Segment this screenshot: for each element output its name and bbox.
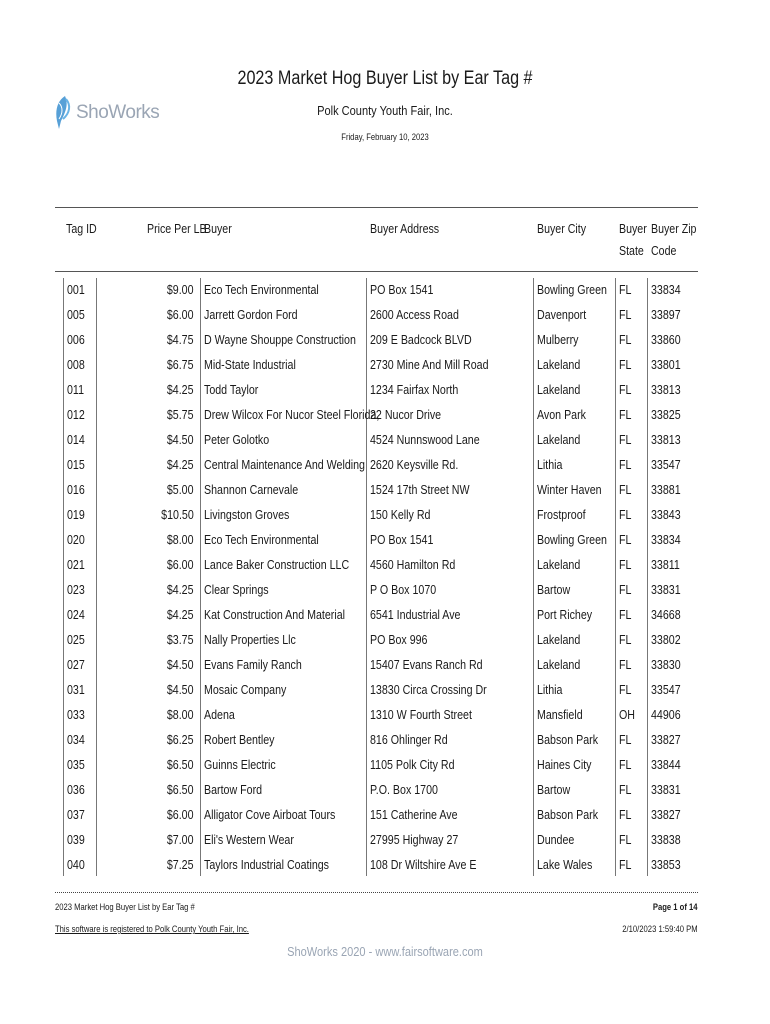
table-row	[63, 852, 698, 877]
cell-buyer: Evans Family Ranch	[204, 657, 302, 672]
col-header-buyer: Buyer	[204, 222, 232, 236]
cell-city: Dundee	[537, 832, 575, 847]
cell-zip: 33897	[651, 307, 681, 322]
table-row	[63, 477, 698, 502]
cell-zip: 33843	[651, 507, 681, 522]
cell-city: Lakeland	[537, 557, 581, 572]
table-row	[63, 752, 698, 777]
cell-zip: 33834	[651, 532, 681, 547]
cell-address: 816 Ohlinger Rd	[370, 732, 448, 747]
footer-registration-link[interactable]: This software is registered to Polk County Youth Fair, Inc.	[55, 924, 249, 934]
table-row	[63, 302, 698, 327]
cell-tag-id: 040	[67, 857, 85, 872]
cell-tag-id: 027	[67, 657, 85, 672]
cell-buyer: Guinns Electric	[204, 757, 276, 772]
cell-tag-id: 012	[67, 407, 85, 422]
cell-city: Lakeland	[537, 382, 581, 397]
cell-price: $4.50	[167, 682, 194, 697]
cell-price: $7.25	[167, 857, 194, 872]
cell-price: $4.50	[167, 657, 194, 672]
cell-tag-id: 019	[67, 507, 85, 522]
footer-report-name: 2023 Market Hog Buyer List by Ear Tag #	[55, 902, 195, 912]
footer-page-number: Page 1 of 14	[653, 902, 698, 912]
cell-zip: 33547	[651, 457, 681, 472]
cell-zip: 33827	[651, 732, 681, 747]
cell-address: PO Box 1541	[370, 282, 434, 297]
cell-address: 13830 Circa Crossing Dr	[370, 682, 487, 697]
cell-zip: 33844	[651, 757, 681, 772]
cell-buyer: Kat Construction And Material	[204, 607, 346, 622]
cell-address: P O Box 1070	[370, 582, 437, 597]
cell-buyer: Eco Tech Environmental	[204, 532, 319, 547]
cell-state: FL	[619, 782, 632, 797]
cell-city: Mansfield	[537, 707, 583, 722]
col-header-zip	[651, 218, 696, 262]
cell-tag-id: 039	[67, 832, 85, 847]
logo-text: ShoWorks	[76, 102, 160, 123]
cell-city: Lithia	[537, 457, 563, 472]
cell-buyer: Central Maintenance And Welding	[204, 457, 365, 472]
footer-credit: ShoWorks 2020 - www.fairsoftware.com	[287, 944, 483, 959]
cell-tag-id: 011	[67, 382, 85, 397]
cell-state: FL	[619, 832, 632, 847]
cell-buyer: Mosaic Company	[204, 682, 287, 697]
col-header-state	[619, 218, 647, 262]
cell-tag-id: 031	[67, 682, 85, 697]
cell-buyer: Adena	[204, 707, 235, 722]
table-row	[63, 827, 698, 852]
cell-price: $4.75	[167, 332, 194, 347]
col-header-price: Price Per LB	[147, 222, 207, 236]
cell-city: Haines City	[537, 757, 592, 772]
cell-zip: 33838	[651, 832, 681, 847]
cell-price: $6.50	[167, 782, 194, 797]
cell-tag-id: 016	[67, 482, 85, 497]
table-row	[63, 527, 698, 552]
cell-tag-id: 025	[67, 632, 85, 647]
col-header-tag-id: Tag ID	[66, 222, 97, 236]
cell-city: Bowling Green	[537, 282, 607, 297]
cell-address: 2620 Keysville Rd.	[370, 457, 459, 472]
cell-address: 1310 W Fourth Street	[370, 707, 472, 722]
cell-city: Winter Haven	[537, 482, 602, 497]
cell-zip: 33547	[651, 682, 681, 697]
cell-address: 6541 Industrial Ave	[370, 607, 461, 622]
cell-zip: 33827	[651, 807, 681, 822]
cell-address: 151 Catherine Ave	[370, 807, 458, 822]
cell-address: 1524 17th Street NW	[370, 482, 470, 497]
cell-address: 150 Kelly Rd	[370, 507, 431, 522]
cell-price: $4.25	[167, 457, 194, 472]
cell-address: 4560 Hamilton Rd	[370, 557, 456, 572]
col-header-zip-line1: Buyer Zip	[651, 222, 697, 236]
cell-state: FL	[619, 807, 632, 822]
cell-state: FL	[619, 857, 632, 872]
cell-zip: 33813	[651, 382, 681, 397]
table-row	[63, 677, 698, 702]
cell-tag-id: 008	[67, 357, 85, 372]
cell-state: FL	[619, 632, 632, 647]
col-header-city: Buyer City	[537, 222, 587, 236]
cell-buyer: Lance Baker Construction LLC	[204, 557, 350, 572]
cell-zip: 33881	[651, 482, 681, 497]
cell-state: FL	[619, 532, 632, 547]
cell-city: Babson Park	[537, 732, 599, 747]
cell-address: 2730 Mine And Mill Road	[370, 357, 489, 372]
table-row	[63, 277, 698, 302]
table-row	[63, 577, 698, 602]
cell-tag-id: 037	[67, 807, 85, 822]
cell-price: $5.00	[167, 482, 194, 497]
cell-state: FL	[619, 457, 632, 472]
cell-state: FL	[619, 507, 632, 522]
cell-price: $4.25	[167, 582, 194, 597]
cell-city: Davenport	[537, 307, 587, 322]
buyer-table-body	[63, 277, 698, 877]
report-subtitle: Polk County Youth Fair, Inc.	[317, 103, 453, 118]
footer-timestamp: 2/10/2023 1:59:40 PM	[622, 924, 698, 934]
cell-buyer: Shannon Carnevale	[204, 482, 299, 497]
cell-price: $6.00	[167, 557, 194, 572]
cell-buyer: Eco Tech Environmental	[204, 282, 319, 297]
cell-city: Lithia	[537, 682, 563, 697]
cell-tag-id: 015	[67, 457, 85, 472]
cell-price: $6.25	[167, 732, 194, 747]
cell-buyer: Nally Properties Llc	[204, 632, 296, 647]
table-row	[63, 652, 698, 677]
cell-price: $4.25	[167, 607, 194, 622]
col-header-address: Buyer Address	[370, 222, 440, 236]
cell-address: 1234 Fairfax North	[370, 382, 459, 397]
cell-tag-id: 023	[67, 582, 85, 597]
cell-zip: 33830	[651, 657, 681, 672]
table-row	[63, 552, 698, 577]
cell-city: Avon Park	[537, 407, 586, 422]
cell-address: 209 E Badcock BLVD	[370, 332, 472, 347]
cell-address: PO Box 1541	[370, 532, 434, 547]
cell-address: P.O. Box 1700	[370, 782, 438, 797]
cell-tag-id: 034	[67, 732, 85, 747]
cell-zip: 33834	[651, 282, 681, 297]
cell-price: $4.50	[167, 432, 194, 447]
cell-zip: 44906	[651, 707, 681, 722]
table-row	[63, 402, 698, 427]
cell-tag-id: 006	[67, 332, 85, 347]
col-header-state-line1: Buyer	[619, 222, 647, 236]
cell-state: FL	[619, 357, 632, 372]
cell-state: FL	[619, 332, 632, 347]
cell-city: Lakeland	[537, 657, 581, 672]
cell-buyer: Bartow Ford	[204, 782, 263, 797]
cell-state: OH	[619, 707, 635, 722]
cell-buyer: Todd Taylor	[204, 382, 259, 397]
cell-buyer: Alligator Cove Airboat Tours	[204, 807, 336, 822]
cell-price: $6.50	[167, 757, 194, 772]
cell-buyer: Livingston Groves	[204, 507, 290, 522]
cell-zip: 33825	[651, 407, 681, 422]
cell-price: $7.00	[167, 832, 194, 847]
cell-zip: 33853	[651, 857, 681, 872]
table-row	[63, 327, 698, 352]
col-header-zip-line2: Code	[651, 244, 677, 258]
cell-address: 4524 Nunnswood Lane	[370, 432, 480, 447]
cell-state: FL	[619, 307, 632, 322]
cell-tag-id: 024	[67, 607, 85, 622]
table-row	[63, 627, 698, 652]
cell-address: PO Box 996	[370, 632, 428, 647]
cell-address: 2600 Access Road	[370, 307, 459, 322]
cell-address: 1105 Polk City Rd	[370, 757, 455, 772]
cell-price: $6.75	[167, 357, 194, 372]
report-title: 2023 Market Hog Buyer List by Ear Tag #	[237, 68, 533, 89]
cell-address: 22 Nucor Drive	[370, 407, 442, 422]
cell-buyer: Robert Bentley	[204, 732, 275, 747]
table-row	[63, 352, 698, 377]
header-top-rule	[55, 207, 698, 208]
cell-price: $4.25	[167, 382, 194, 397]
cell-tag-id: 035	[67, 757, 85, 772]
cell-tag-id: 021	[67, 557, 85, 572]
cell-price: $8.00	[167, 532, 194, 547]
cell-state: FL	[619, 382, 632, 397]
cell-state: FL	[619, 657, 632, 672]
cell-buyer: D Wayne Shouppe Construction	[204, 332, 356, 347]
cell-tag-id: 001	[67, 282, 85, 297]
cell-city: Mulberry	[537, 332, 579, 347]
cell-city: Lakeland	[537, 632, 581, 647]
cell-city: Bartow	[537, 782, 571, 797]
cell-price: $5.75	[167, 407, 194, 422]
cell-state: FL	[619, 582, 632, 597]
cell-city: Frostproof	[537, 507, 586, 522]
cell-city: Lakeland	[537, 357, 581, 372]
cell-zip: 33813	[651, 432, 681, 447]
table-row	[63, 427, 698, 452]
cell-address: 108 Dr Wiltshire Ave E	[370, 857, 477, 872]
cell-tag-id: 020	[67, 532, 85, 547]
cell-price: $10.50	[161, 507, 194, 522]
cell-buyer: Peter Golotko	[204, 432, 270, 447]
cell-state: FL	[619, 407, 632, 422]
cell-city: Bowling Green	[537, 532, 607, 547]
cell-city: Lake Wales	[537, 857, 593, 872]
cell-state: FL	[619, 432, 632, 447]
table-row	[63, 602, 698, 627]
cell-price: $9.00	[167, 282, 194, 297]
cell-price: $3.75	[167, 632, 194, 647]
cell-tag-id: 014	[67, 432, 85, 447]
cell-price: $6.00	[167, 807, 194, 822]
report-date: Friday, February 10, 2023	[341, 132, 429, 142]
cell-state: FL	[619, 732, 632, 747]
cell-zip: 33831	[651, 782, 681, 797]
table-row	[63, 777, 698, 802]
cell-state: FL	[619, 557, 632, 572]
cell-address: 15407 Evans Ranch Rd	[370, 657, 483, 672]
header-bottom-rule	[55, 271, 698, 272]
table-row	[63, 377, 698, 402]
cell-state: FL	[619, 757, 632, 772]
table-row	[63, 727, 698, 752]
cell-price: $6.00	[167, 307, 194, 322]
cell-zip: 33801	[651, 357, 681, 372]
col-header-state-line2: State	[619, 244, 644, 258]
cell-zip: 33811	[651, 557, 680, 572]
cell-city: Babson Park	[537, 807, 599, 822]
cell-tag-id: 036	[67, 782, 85, 797]
cell-city: Lakeland	[537, 432, 581, 447]
cell-address: 27995 Highway 27	[370, 832, 459, 847]
cell-zip: 33831	[651, 582, 681, 597]
cell-buyer: Jarrett Gordon Ford	[204, 307, 298, 322]
table-row	[63, 702, 698, 727]
cell-buyer: Drew Wilcox For Nucor Steel Florida,	[204, 407, 380, 422]
cell-tag-id: 005	[67, 307, 85, 322]
cell-buyer: Eli's Western Wear	[204, 832, 294, 847]
footer-dotted-rule	[55, 892, 698, 893]
table-row	[63, 502, 698, 527]
cell-price: $8.00	[167, 707, 194, 722]
cell-city: Port Richey	[537, 607, 593, 622]
cell-state: FL	[619, 607, 632, 622]
cell-buyer: Clear Springs	[204, 582, 269, 597]
cell-tag-id: 033	[67, 707, 85, 722]
cell-state: FL	[619, 482, 632, 497]
table-row	[63, 802, 698, 827]
table-row	[63, 452, 698, 477]
cell-zip: 33860	[651, 332, 681, 347]
cell-zip: 34668	[651, 607, 681, 622]
cell-state: FL	[619, 682, 632, 697]
cell-buyer: Mid-State Industrial	[204, 357, 296, 372]
cell-buyer: Taylors Industrial Coatings	[204, 857, 330, 872]
cell-city: Bartow	[537, 582, 571, 597]
cell-zip: 33802	[651, 632, 681, 647]
cell-state: FL	[619, 282, 632, 297]
